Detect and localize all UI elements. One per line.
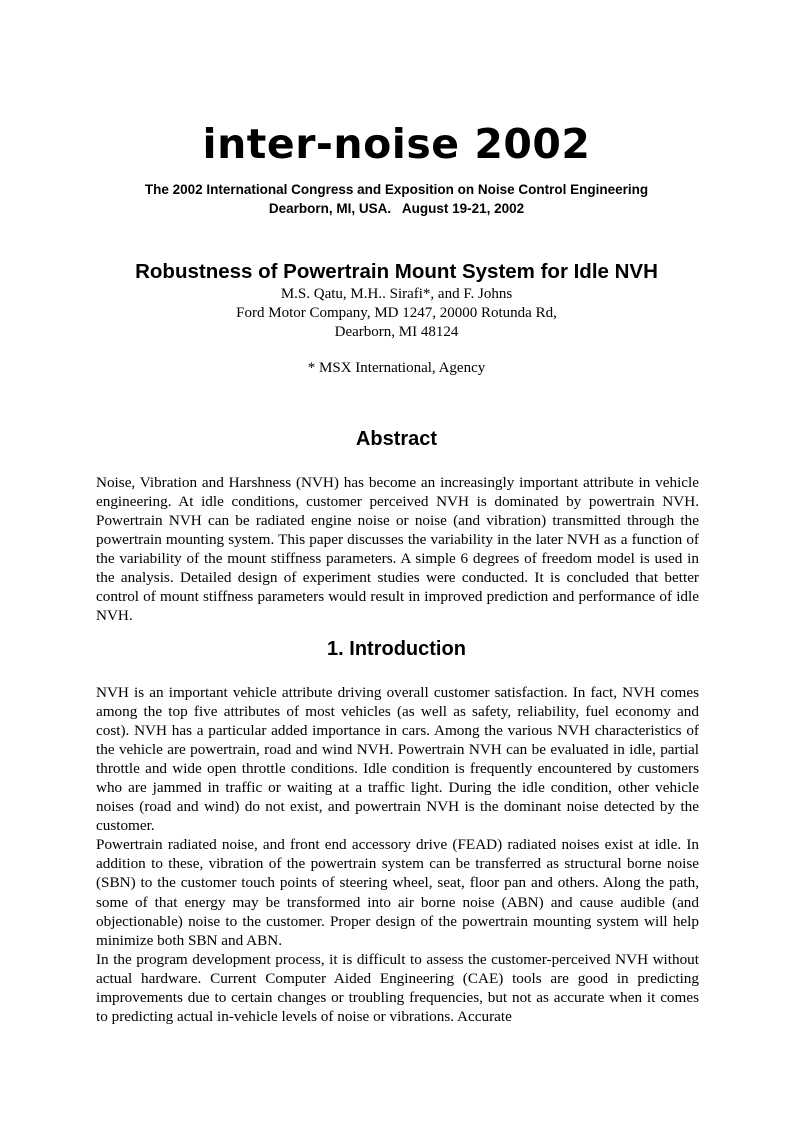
abstract-heading: Abstract	[355, 428, 438, 450]
footnote-affiliation: * MSX International, Agency	[307, 360, 486, 376]
conference-name: The 2002 International Congress and Exposition on Noise Control Engineering	[144, 182, 649, 197]
affiliation-line-2: Dearborn, MI 48124	[334, 324, 459, 340]
paper-title: Robustness of Powertrain Mount System for Idle NVH	[135, 260, 658, 283]
introduction-paragraph-3: In the program development process, it is difficult to assess the customer-perceived NVH without actual hardware. Current Computer Aided Engineering (CAE) tools are good in predicting improvements due to certain changes or troubling frequencies, but not as accurate when it comes to predicting actual in-vehicle levels of noise or vibrations. Accurate	[96, 950, 699, 1025]
conference-logo: inter-noise 2002	[202, 120, 591, 168]
introduction-paragraph-2: Powertrain radiated noise, and front end accessory drive (FEAD) radiated noises exist at idle. In addition to these, vibration of the powertrain system can be transferred as structural borne noise (SBN) to the customer touch points of steering wheel, seat, floor pan and others. Along the path, some of that energy may be transformed into air borne noise (ABN) and cause audible (and objectionable) noise to the customer. Proper design of the powertrain mounting system will help minimize both SBN and ABN.	[96, 836, 699, 949]
conference-location-date: Dearborn, MI, USA. August 19-21, 2002	[268, 201, 525, 216]
abstract-text	[96, 473, 699, 625]
abstract-paragraph: Noise, Vibration and Harshness (NVH) has become an increasingly important attribute in vehicle engineering. At idle conditions, customer perceived NVH is dominated by powertrain NVH. Powertrain NVH can be radiated engine noise or noise (and vibration) transmitted through the powertrain mounting system. This paper discusses the variability in the later NVH as a function of the variability of the mount stiffness parameters. A simple 6 degrees of freedom model is used in the analysis. Detailed design of experiment studies were conducted. It is concluded that better control of mount stiffness parameters would result in improved prediction and performance of idle NVH.	[96, 474, 699, 625]
affiliation-line-1: Ford Motor Company, MD 1247, 20000 Rotunda Rd,	[236, 305, 557, 321]
introduction-paragraph-1: NVH is an important vehicle attribute driving overall customer satisfaction. In fact, NVH comes among the top five attributes of most vehicles (as well as safety, reliability, fuel economy and cost). NVH has a particular added importance in cars. Among the various NVH characteristics of the vehicle are powertrain, road and wind NVH. Powertrain NVH can be evaluated in idle, partial throttle and wide open throttle conditions. Idle condition is frequently encountered by customers who are jammed in traffic or waiting at a traffic light. During the idle condition, other vehicle noises (road and wind) do not exist, and powertrain NVH is the dominant noise detected by the customer.	[96, 684, 699, 835]
authors: M.S. Qatu, M.H.. Sirafi*, and F. Johns	[280, 286, 513, 302]
introduction-heading: 1. Introduction	[327, 638, 466, 660]
introduction-text	[96, 683, 699, 1026]
